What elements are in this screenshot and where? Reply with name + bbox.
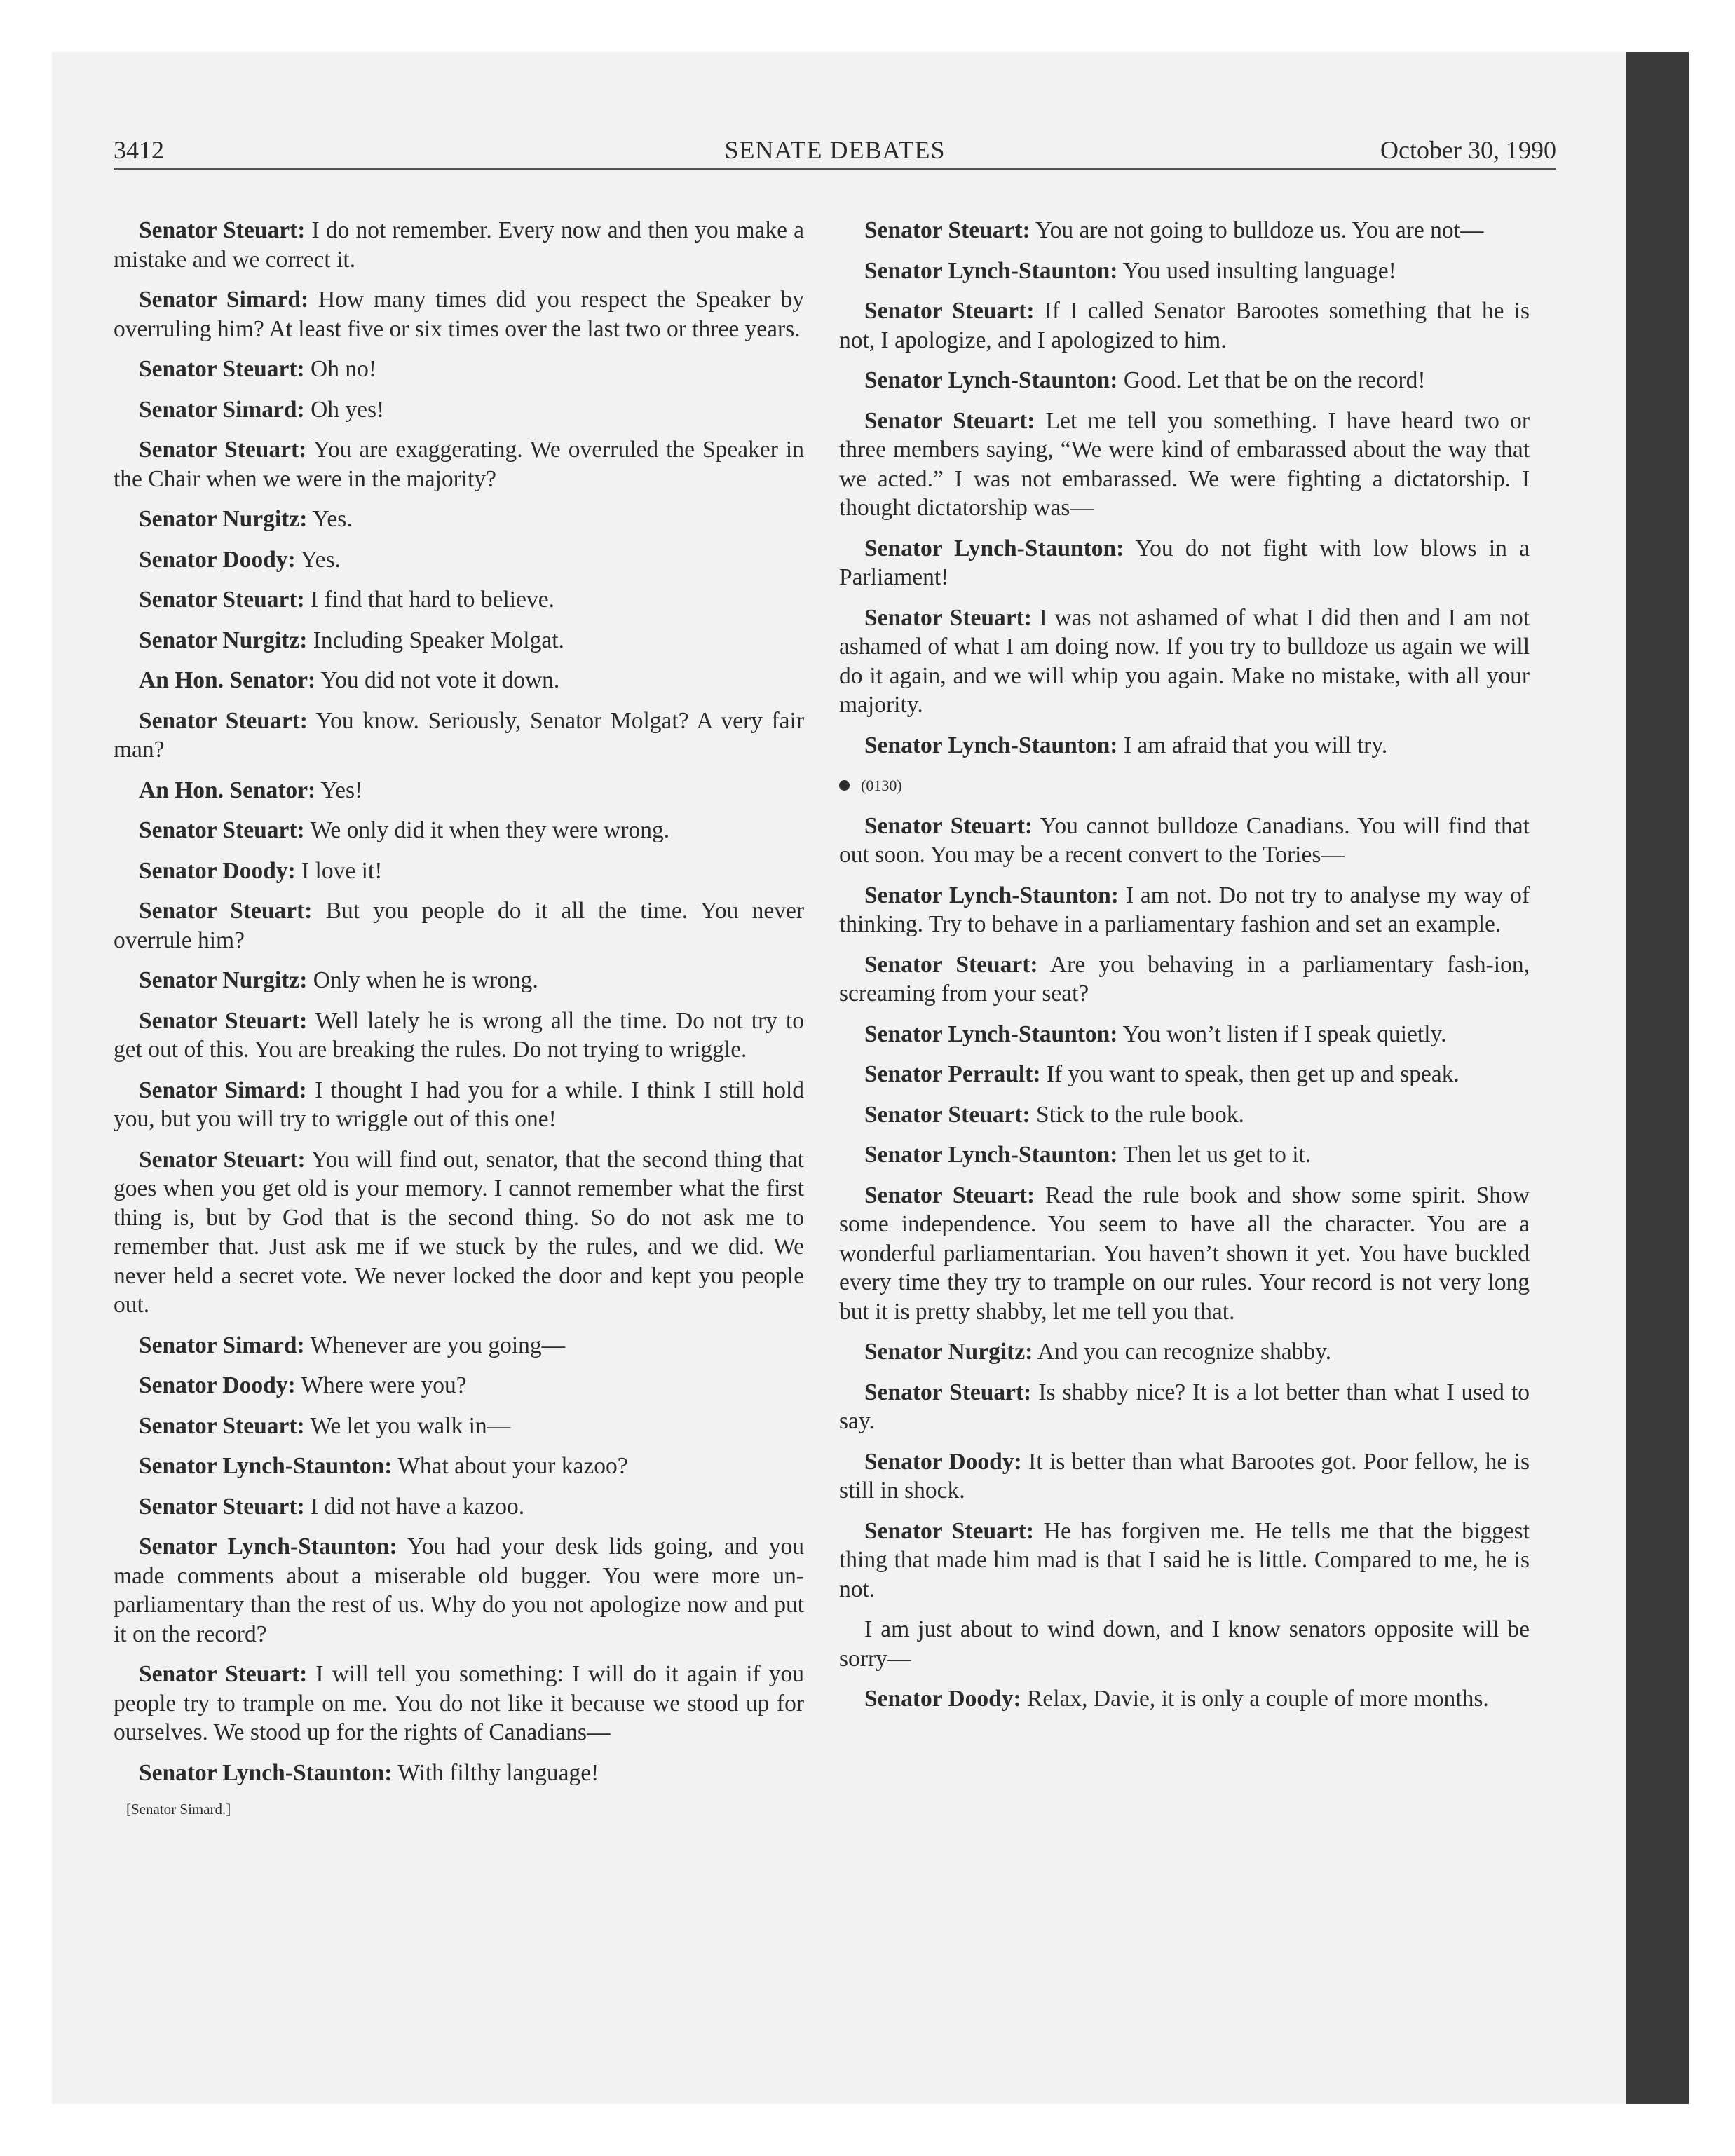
speech-text: You know. Seriously, Senator Molgat? A very fair man? <box>114 707 804 763</box>
speaker-name: Senator Simard: <box>139 1332 305 1358</box>
right-column-paragraphs-a <box>839 216 1530 760</box>
page-header <box>114 132 1556 170</box>
speech-text: Yes. <box>300 546 341 573</box>
speech-text: Read the rule book and show some spirit. Show some independence. You seem to have all the character. You are a wonderful parliamentarian. You haven’t shown it yet. You have buckled every time they try to trample on our rules. Your record is not very long but it is pretty shabby, let me tell you that. <box>839 1182 1530 1325</box>
speech-text: We only did it when they were wrong. <box>310 817 670 843</box>
speaker-name: Senator Lynch-Staunton: <box>864 367 1118 393</box>
speech-paragraph <box>114 285 804 343</box>
speech-paragraph <box>114 1145 804 1320</box>
speech-paragraph <box>839 1020 1530 1049</box>
time-marker-text: (0130) <box>861 777 902 794</box>
speech-text: You did not vote it down. <box>320 667 560 693</box>
speaker-name: Senator Steuart: <box>864 604 1032 631</box>
speaker-name: Senator Simard: <box>139 287 309 313</box>
speech-paragraph <box>839 366 1530 395</box>
speech-paragraph <box>839 296 1530 355</box>
speech-text: I find that hard to believe. <box>311 587 554 613</box>
speech-text: How many times did you respect the Speaker by overruling him? At least five or six times over the last two or three years. <box>114 287 805 342</box>
speaker-name: Senator Lynch-Staunton: <box>864 1021 1118 1047</box>
speech-text: I love it! <box>301 857 383 884</box>
speech-paragraph <box>114 1660 804 1747</box>
speaker-name: Senator Steuart: <box>864 217 1030 243</box>
speaker-name: Senator Steuart: <box>864 1379 1032 1405</box>
speech-text: Yes! <box>320 777 363 803</box>
speaker-name: Senator Nurgitz: <box>139 967 308 993</box>
speech-text: Relax, Davie, it is only a couple of more months. <box>1027 1686 1489 1712</box>
scan-edge-shadow <box>1626 52 1689 2104</box>
speech-text: Oh yes! <box>311 396 385 423</box>
speech-paragraph <box>114 1007 804 1065</box>
speaker-name: Senator Lynch-Staunton: <box>864 1142 1118 1168</box>
speaker-name: Senator Steuart: <box>864 1101 1030 1128</box>
left-column-paragraphs <box>114 216 804 1787</box>
time-marker <box>839 771 1530 800</box>
speech-paragraph <box>114 857 804 886</box>
speech-text: Good. Let that be on the record! <box>1123 367 1426 393</box>
speaker-name: Senator Steuart: <box>139 1493 305 1520</box>
speech-text: You will find out, senator, that the second thing that goes when you get old is your memory. I cannot remember what the first thing is, but by God that is the second thing. So do not ask me to remember that. Just ask me if we stuck by the rules, and we did. We never held a secret vote. We never locked the door and kept you people out. <box>114 1146 804 1318</box>
speaker-name: Senator Doody: <box>864 1448 1022 1475</box>
speech-text: Are you behaving in a parliamentary fash-ion, screaming from your seat? <box>839 951 1530 1007</box>
speaker-name: Senator Lynch-Staunton: <box>139 1759 393 1786</box>
speech-paragraph <box>114 1412 804 1441</box>
speech-text: I am just about to wind down, and I know senators opposite will be sorry— <box>839 1616 1530 1672</box>
speech-paragraph <box>114 216 804 274</box>
speech-paragraph <box>839 1140 1530 1170</box>
speech-paragraph <box>114 1492 804 1522</box>
speech-paragraph <box>839 1060 1530 1089</box>
speech-text: Oh no! <box>311 356 377 382</box>
speaker-name: Senator Steuart: <box>139 1412 305 1439</box>
speech-paragraph <box>114 395 804 425</box>
speaker-name: An Hon. Senator: <box>139 667 316 693</box>
speech-text: Including Speaker Molgat. <box>313 627 564 653</box>
speech-paragraph <box>114 1371 804 1400</box>
speech-paragraph <box>114 435 804 493</box>
left-column <box>114 216 804 1820</box>
speech-text: You won’t listen if I speak quietly. <box>1122 1021 1447 1047</box>
speaker-name: Senator Lynch-Staunton: <box>864 535 1124 561</box>
speech-paragraph <box>839 216 1530 245</box>
speech-text: I was not ashamed of what I did then and I am not ashamed of what I am doing now. If you try to bulldoze us again we will do it again, and we will whip you again. Make no mistake, with all your majority. <box>839 604 1530 718</box>
speaker-name: Senator Steuart: <box>139 437 307 463</box>
speech-paragraph <box>839 1447 1530 1506</box>
speaker-name: Senator Steuart: <box>864 1517 1035 1544</box>
speech-text: You cannot bulldoze Canadians. You will find that out soon. You may be a recent convert to the Tories— <box>839 812 1530 868</box>
speaker-name: Senator Perrault: <box>864 1061 1041 1087</box>
speech-paragraph <box>114 1076 804 1134</box>
speech-text: I am not. Do not try to analyse my way of thinking. Try to behave in a parliamentary fashion and set an example. <box>839 882 1530 937</box>
speech-text: If you want to speak, then get up and speak. <box>1046 1061 1460 1087</box>
speaker-name: Senator Steuart: <box>139 898 313 924</box>
publication-date: October 30, 1990 <box>1380 136 1556 164</box>
speech-text: And you can recognize shabby. <box>1037 1339 1332 1365</box>
speaker-name: Senator Steuart: <box>139 217 306 243</box>
publication-title: SENATE DEBATES <box>724 136 946 164</box>
speech-paragraph <box>839 950 1530 1009</box>
speech-text: You used insulting language! <box>1122 257 1396 284</box>
speech-paragraph <box>839 1181 1530 1327</box>
speaker-name: Senator Simard: <box>139 396 305 423</box>
speaker-name: Senator Steuart: <box>864 1182 1035 1208</box>
speech-paragraph <box>114 355 804 384</box>
speaker-name: Senator Steuart: <box>864 812 1033 839</box>
speech-paragraph <box>114 816 804 845</box>
speech-text: Is shabby nice? It is a lot better than what I used to say. <box>839 1379 1530 1434</box>
speech-text: With filthy language! <box>397 1759 599 1786</box>
bullet-icon <box>839 780 850 791</box>
speech-paragraph <box>114 585 804 615</box>
speech-text: Stick to the rule book. <box>1036 1101 1244 1128</box>
speaker-name: An Hon. Senator: <box>139 777 316 803</box>
speech-paragraph <box>839 731 1530 760</box>
speech-text: But you people do it all the time. You never overrule him? <box>114 898 804 953</box>
speaker-name: Senator Doody: <box>139 857 296 884</box>
speaker-name: Senator Doody: <box>864 1686 1021 1712</box>
speech-paragraph <box>114 505 804 534</box>
speech-text: He has forgiven me. He tells me that the biggest thing that made him mad is that I said he is little. Compared to me, he is not. <box>839 1517 1530 1602</box>
speech-paragraph <box>839 881 1530 939</box>
speech-text: Only when he is wrong. <box>313 967 538 993</box>
speech-text: Whenever are you going— <box>310 1332 566 1358</box>
speaker-name: Senator Simard: <box>139 1077 307 1103</box>
speech-paragraph <box>839 534 1530 592</box>
speech-text: Well lately he is wrong all the time. Do not try to get out of this. You are breaking the rules. Do not trying to wriggle. <box>114 1007 804 1063</box>
speech-paragraph <box>114 1331 804 1360</box>
speech-text: I will tell you something: I will do it again if you people try to trample on me. You do not like it because we stood up for ourselves. We stood up for the rights of Canadians— <box>114 1661 805 1745</box>
speaker-name: Senator Nurgitz: <box>139 506 308 532</box>
speech-text: You had your desk lids going, and you made comments about a miserable old bugger. You were more un-parliamentary than the rest of us. Why do you not apologize now and put it on the record? <box>114 1534 804 1647</box>
speech-text: Let me tell you something. I have heard two or three members saying, “We were kind of embarassed about the way that we acted.” I was not embarassed. We were fighting a dictatorship. I thought dictatorship was— <box>839 407 1530 521</box>
speech-paragraph <box>114 1759 804 1788</box>
speech-text: You are exaggerating. We overruled the Speaker in the Chair when we were in the majority? <box>114 437 804 492</box>
speaker-name: Senator Steuart: <box>139 356 305 382</box>
speech-text: I am afraid that you will try. <box>1123 732 1388 758</box>
speech-paragraph <box>839 1337 1530 1367</box>
speech-text: I do not remember. Every now and then you make a mistake and we correct it. <box>114 217 804 273</box>
page-number: 3412 <box>114 136 164 164</box>
speech-text: It is better than what Barootes got. Poor fellow, he is still in shock. <box>839 1448 1530 1503</box>
speech-text: Then let us get to it. <box>1123 1142 1312 1168</box>
right-column-paragraphs-b <box>839 812 1530 1714</box>
speech-paragraph <box>114 896 804 955</box>
speech-text: What about your kazoo? <box>397 1453 628 1479</box>
speech-text: If I called Senator Barootes something that he is not, I apologize, and I apologized to him. <box>839 298 1530 353</box>
footnote: [Senator Simard.] <box>126 1801 231 1817</box>
speech-paragraph <box>839 257 1530 286</box>
speech-text: You are not going to bulldoze us. You are not— <box>1035 217 1484 243</box>
speech-text: We let you walk in— <box>310 1412 511 1439</box>
speech-paragraph <box>839 1378 1530 1436</box>
speaker-name: Senator Lynch-Staunton: <box>864 257 1118 284</box>
speech-text: Yes. <box>312 506 353 532</box>
speech-text: I did not have a kazoo. <box>311 1493 525 1520</box>
speech-paragraph <box>839 407 1530 523</box>
speech-paragraph <box>839 1684 1530 1714</box>
speech-paragraph <box>114 666 804 695</box>
speaker-name: Senator Steuart: <box>864 298 1035 324</box>
speech-paragraph <box>839 603 1530 720</box>
speech-text: Where were you? <box>301 1372 467 1398</box>
speech-paragraph <box>114 626 804 655</box>
speaker-name: Senator Steuart: <box>139 707 308 734</box>
speaker-name: Senator Lynch-Staunton: <box>864 732 1118 758</box>
speaker-name: Senator Lynch-Staunton: <box>864 882 1119 908</box>
speech-paragraph <box>839 1615 1530 1673</box>
speaker-name: Senator Lynch-Staunton: <box>139 1534 397 1560</box>
speech-paragraph <box>114 1532 804 1649</box>
speech-paragraph <box>114 545 804 575</box>
speaker-name: Senator Doody: <box>139 1372 296 1398</box>
speech-text: I thought I had you for a while. I think I still hold you, but you will try to wriggle out of this one! <box>114 1077 805 1132</box>
speech-paragraph <box>839 1100 1530 1130</box>
speaker-name: Senator Steuart: <box>139 817 305 843</box>
speech-paragraph <box>839 812 1530 870</box>
speaker-name: Senator Nurgitz: <box>139 627 308 653</box>
speech-paragraph <box>114 776 804 805</box>
speech-paragraph <box>839 1517 1530 1604</box>
speaker-name: Senator Steuart: <box>139 1007 308 1034</box>
speaker-name: Senator Lynch-Staunton: <box>139 1453 393 1479</box>
speaker-name: Senator Steuart: <box>139 1661 308 1687</box>
speech-paragraph <box>114 966 804 995</box>
speaker-name: Senator Steuart: <box>864 407 1035 434</box>
speech-text: You do not fight with low blows in a Parliament! <box>839 535 1530 590</box>
speech-paragraph <box>114 707 804 765</box>
right-column <box>839 216 1530 1725</box>
speaker-name: Senator Steuart: <box>139 1146 306 1173</box>
speaker-name: Senator Steuart: <box>139 587 305 613</box>
speaker-name: Senator Steuart: <box>864 951 1038 978</box>
speaker-name: Senator Doody: <box>139 546 296 573</box>
speaker-name: Senator Nurgitz: <box>864 1339 1033 1365</box>
speech-paragraph <box>114 1452 804 1481</box>
